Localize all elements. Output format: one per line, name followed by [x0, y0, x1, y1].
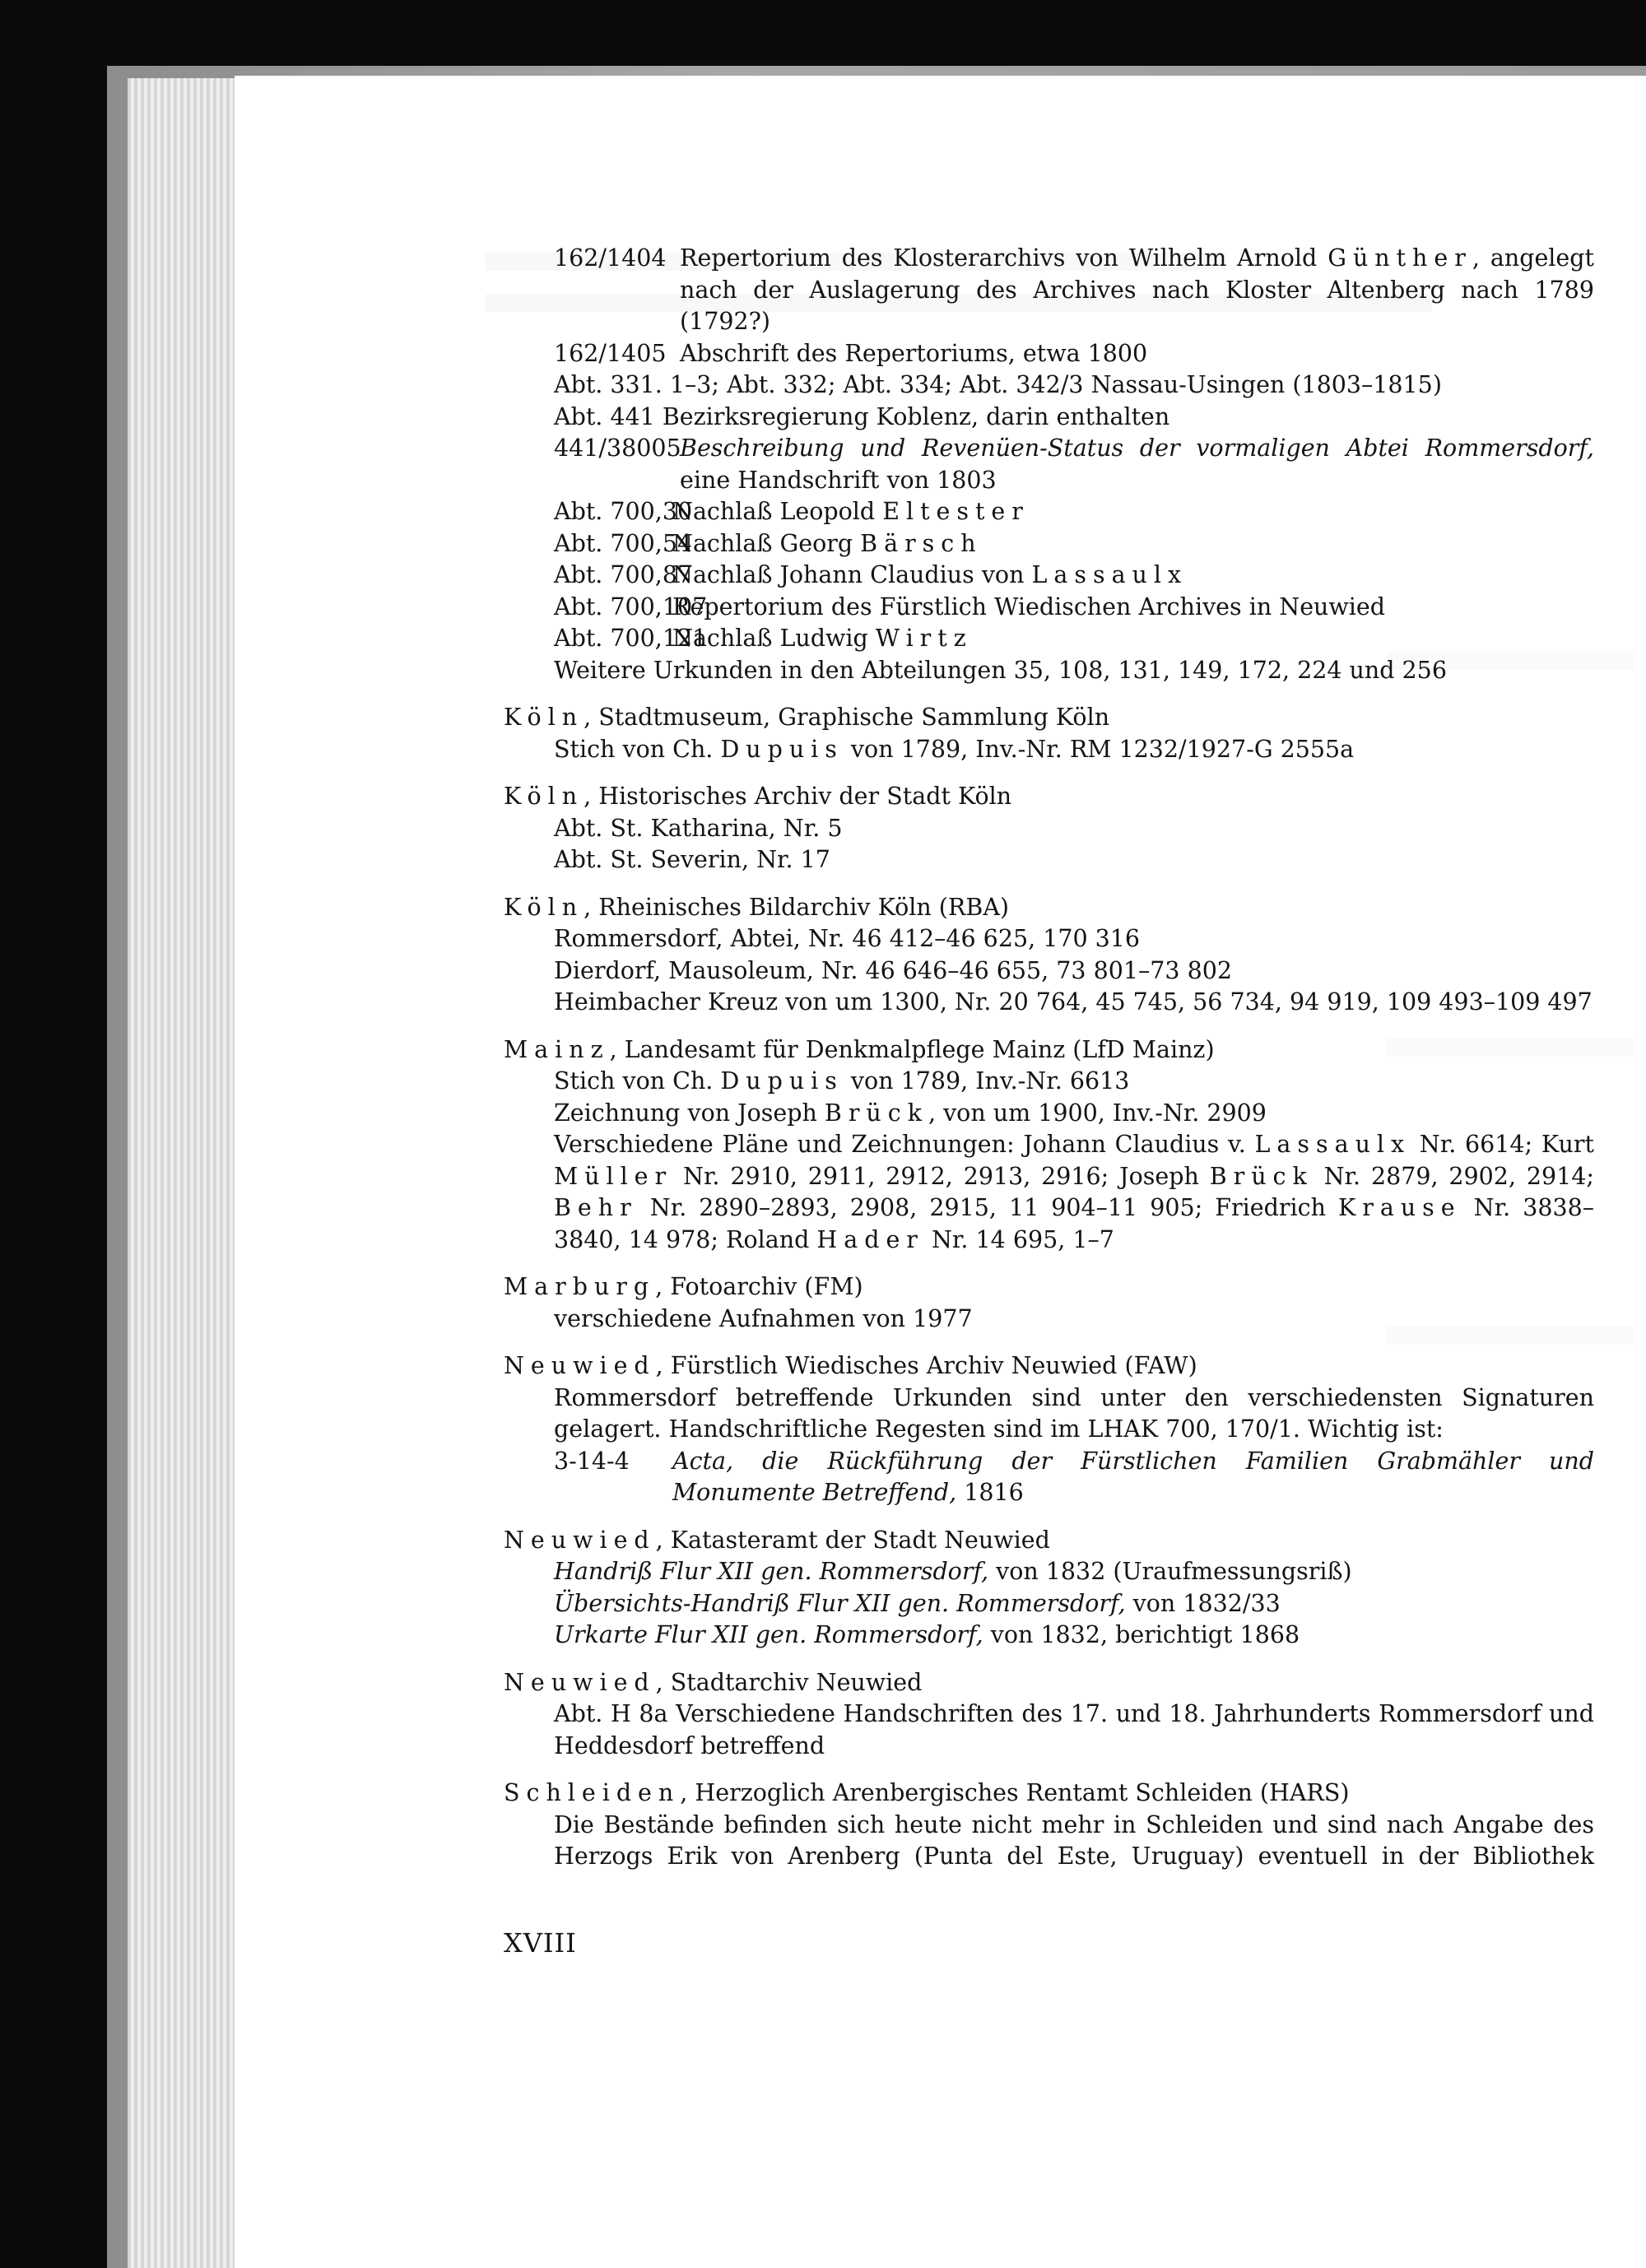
list-item: 441/38005 Beschreibung und Revenüen-Status der vormaligen Abtei Rommersdorf, eine Handschrift von 1803 [504, 433, 1594, 496]
place-name: Köln [504, 893, 584, 921]
list-item: Übersichts-Handriß Flur XII gen. Rommersdorf, von 1832/33 [554, 1589, 1281, 1617]
list-item: Weitere Urkunden in den Abteilungen 35, 108, 131, 149, 172, 224 und 256 [554, 656, 1447, 684]
list-item: Heimbacher Kreuz von um 1300, Nr. 20 764, 45 745, 56 734, 94 919, 109 493–109 497 [554, 988, 1593, 1015]
place-name: Marburg [504, 1273, 656, 1300]
list-item: Dierdorf, Mausoleum, Nr. 46 646–46 655, 73 801–73 802 [554, 956, 1232, 984]
person-name: Lassaulx [1254, 1131, 1411, 1158]
list-item: Zeichnung von Joseph Brück, von um 1900, Inv.-Nr. 2909 [554, 1099, 1267, 1127]
institution-name: , Historisches Archiv der Stadt Köln [584, 783, 1012, 810]
place-name: Mainz [504, 1035, 610, 1063]
person-name: Bärsch [860, 529, 983, 557]
entry-neuwied-faw [504, 1350, 1594, 1509]
place-name: Köln [504, 704, 584, 731]
entry-heading [504, 1271, 1594, 1304]
entry-heading [504, 781, 1594, 813]
entry-koeln-stadtmuseum [504, 702, 1594, 765]
person-name: Dupuis [720, 735, 844, 763]
signature-code: 162/1404 [554, 244, 667, 272]
person-name: Lassaulx [1031, 561, 1188, 588]
place-name: Neuwied [504, 1668, 656, 1696]
list-item: Handriß Flur XII gen. Rommersdorf, von 1832 (Uraufmessungsriß) [554, 1558, 1352, 1585]
place-name: Neuwied [504, 1352, 656, 1379]
list-item: Abt. 700,30 Nachlaß Leopold Eltester [504, 496, 1594, 528]
list-item: 3-14-4 Acta, die Rückführung der Fürstlichen Familien Grabmähler und Monumente Betreffend, 1816 [504, 1446, 1594, 1509]
page-number: XVIII [504, 1927, 577, 1959]
list-item: Abt. 700,54 Nachlaß Georg Bärsch [504, 528, 1594, 560]
entry-neuwied-stadtarchiv [504, 1667, 1594, 1763]
entry-marburg [504, 1271, 1594, 1335]
signature-code: Abt. 700,87 [554, 561, 693, 588]
signature-code: 3-14-4 [554, 1447, 630, 1475]
list-item: Verschiedene Pläne und Zeichnungen: Johann Claudius v. Lassaulx Nr. 6614; Kurt Müller Nr. 2910, 2911, 2912, 2913, 2916; Joseph Brück Nr. 2879, 2902, 2914; Behr Nr. 2890–2893, 2908, 2915, 11 904–11 905; Friedrich Krause Nr. 3838–3840, 14 978; Roland Hader Nr. 14 695, 1–7 [554, 1131, 1594, 1253]
entry-heading [504, 1034, 1594, 1067]
institution-name: , Landesamt für Denkmalpflege Mainz (LfD Mainz) [609, 1035, 1215, 1063]
institution-name: , Rheinisches Bildarchiv Köln (RBA) [584, 893, 1010, 921]
signature-code: 441/38005 [554, 435, 681, 462]
person-name: Eltester [882, 498, 1030, 525]
list-item: Abt. 441 Bezirksregierung Koblenz, darin enthalten [554, 402, 1170, 430]
institution-name: , Stadtarchiv Neuwied [655, 1668, 923, 1696]
person-name: Hader [816, 1225, 924, 1253]
place-name: Neuwied [504, 1526, 656, 1554]
text-column [504, 243, 1594, 1889]
person-name: Krause [1338, 1194, 1462, 1221]
signature-code: Abt. 700,30 [554, 498, 693, 525]
person-name: Wirtz [875, 625, 973, 652]
list-item: Stich von Ch. Dupuis von 1789, Inv.-Nr. RM 1232/1927-G 2555a [554, 735, 1355, 763]
entry-heading [504, 892, 1594, 924]
entry-heading [504, 1525, 1594, 1557]
list-item: Stich von Ch. Dupuis von 1789, Inv.-Nr. 6613 [554, 1067, 1130, 1094]
entry-heading [504, 702, 1594, 734]
institution-name: , Fotoarchiv (FM) [655, 1273, 863, 1300]
list-item: Abt. St. Severin, Nr. 17 [554, 846, 830, 873]
entry-heading [504, 1667, 1594, 1699]
institution-name: , Fürstlich Wiedisches Archiv Neuwied (FAW) [655, 1352, 1197, 1379]
entry-koeln-rba [504, 892, 1594, 1019]
list-item: Abt. 700,121 Nachlaß Ludwig Wirtz [504, 623, 1594, 655]
entry-heading [504, 1778, 1594, 1810]
list-item: 162/1405 Abschrift des Repertoriums, etwa 1800 [504, 338, 1594, 370]
entry-neuwied-kataster [504, 1525, 1594, 1652]
list-item: verschiedene Aufnahmen von 1977 [554, 1304, 973, 1332]
person-name: Behr [554, 1194, 638, 1221]
place-name: Köln [504, 783, 584, 810]
list-item: Rommersdorf betreffende Urkunden sind unter den verschiedensten Signaturen gelagert. Handschriftliche Regesten sind im LHAK 700, 170/1. Wichtig ist: [554, 1383, 1594, 1443]
list-item: Abt. 331. 1–3; Abt. 332; Abt. 334; Abt. 342/3 Nassau-Usingen (1803–1815) [554, 371, 1442, 398]
list-item: Rommersdorf, Abtei, Nr. 46 412–46 625, 170 316 [554, 925, 1141, 952]
list-item: Abt. 700,107 Repertorium des Fürstlich Wiedischen Archives in Neuwied [504, 592, 1594, 624]
signature-code: 162/1405 [554, 339, 667, 367]
place-name: Schleiden [504, 1779, 681, 1806]
person-name: Müller [554, 1162, 673, 1190]
person-name: Brück [824, 1099, 928, 1127]
entry-koeln-archiv [504, 781, 1594, 876]
book-page [235, 76, 1646, 2268]
entry-mainz [504, 1034, 1594, 1257]
entry-schleiden [504, 1778, 1594, 1873]
signature-code: Abt. 700,107 [554, 593, 708, 620]
list-item: Abt. H 8a Verschiedene Handschriften des 17. und 18. Jahrhunderts Rommersdorf und Heddesdorf betreffend [554, 1700, 1594, 1759]
person-name: Günther [1327, 244, 1472, 272]
signature-code: Abt. 700,121 [554, 625, 708, 652]
person-name: Brück [1209, 1162, 1314, 1190]
institution-name: , Herzoglich Arenbergisches Rentamt Schleiden (HARS) [680, 1779, 1350, 1806]
list-item: Die Bestände befinden sich heute nicht mehr in Schleiden und sind nach Angabe des Herzogs Erik von Arenberg (Punta del Este, Uruguay) eventuell in der Bibliothek [554, 1810, 1594, 1870]
list-item: Abt. St. Katharina, Nr. 5 [554, 814, 843, 842]
list-item: 162/1404 Repertorium des Klosterarchivs von Wilhelm Arnold Günther, angelegt nach der Auslagerung des Archives nach Kloster Altenberg nach 1789 (1792?) [504, 243, 1594, 338]
institution-name: , Katasteramt der Stadt Neuwied [655, 1526, 1050, 1554]
signature-code: Abt. 700,54 [554, 529, 693, 557]
entry-heading [504, 1350, 1594, 1383]
institution-name: , Stadtmuseum, Graphische Sammlung Köln [584, 704, 1110, 731]
list-item: Urkarte Flur XII gen. Rommersdorf, von 1832, berichtigt 1868 [554, 1621, 1300, 1648]
entry-koblenz [504, 243, 1594, 686]
list-item: Abt. 700,87 Nachlaß Johann Claudius von Lassaulx [504, 560, 1594, 592]
person-name: Dupuis [720, 1067, 844, 1094]
